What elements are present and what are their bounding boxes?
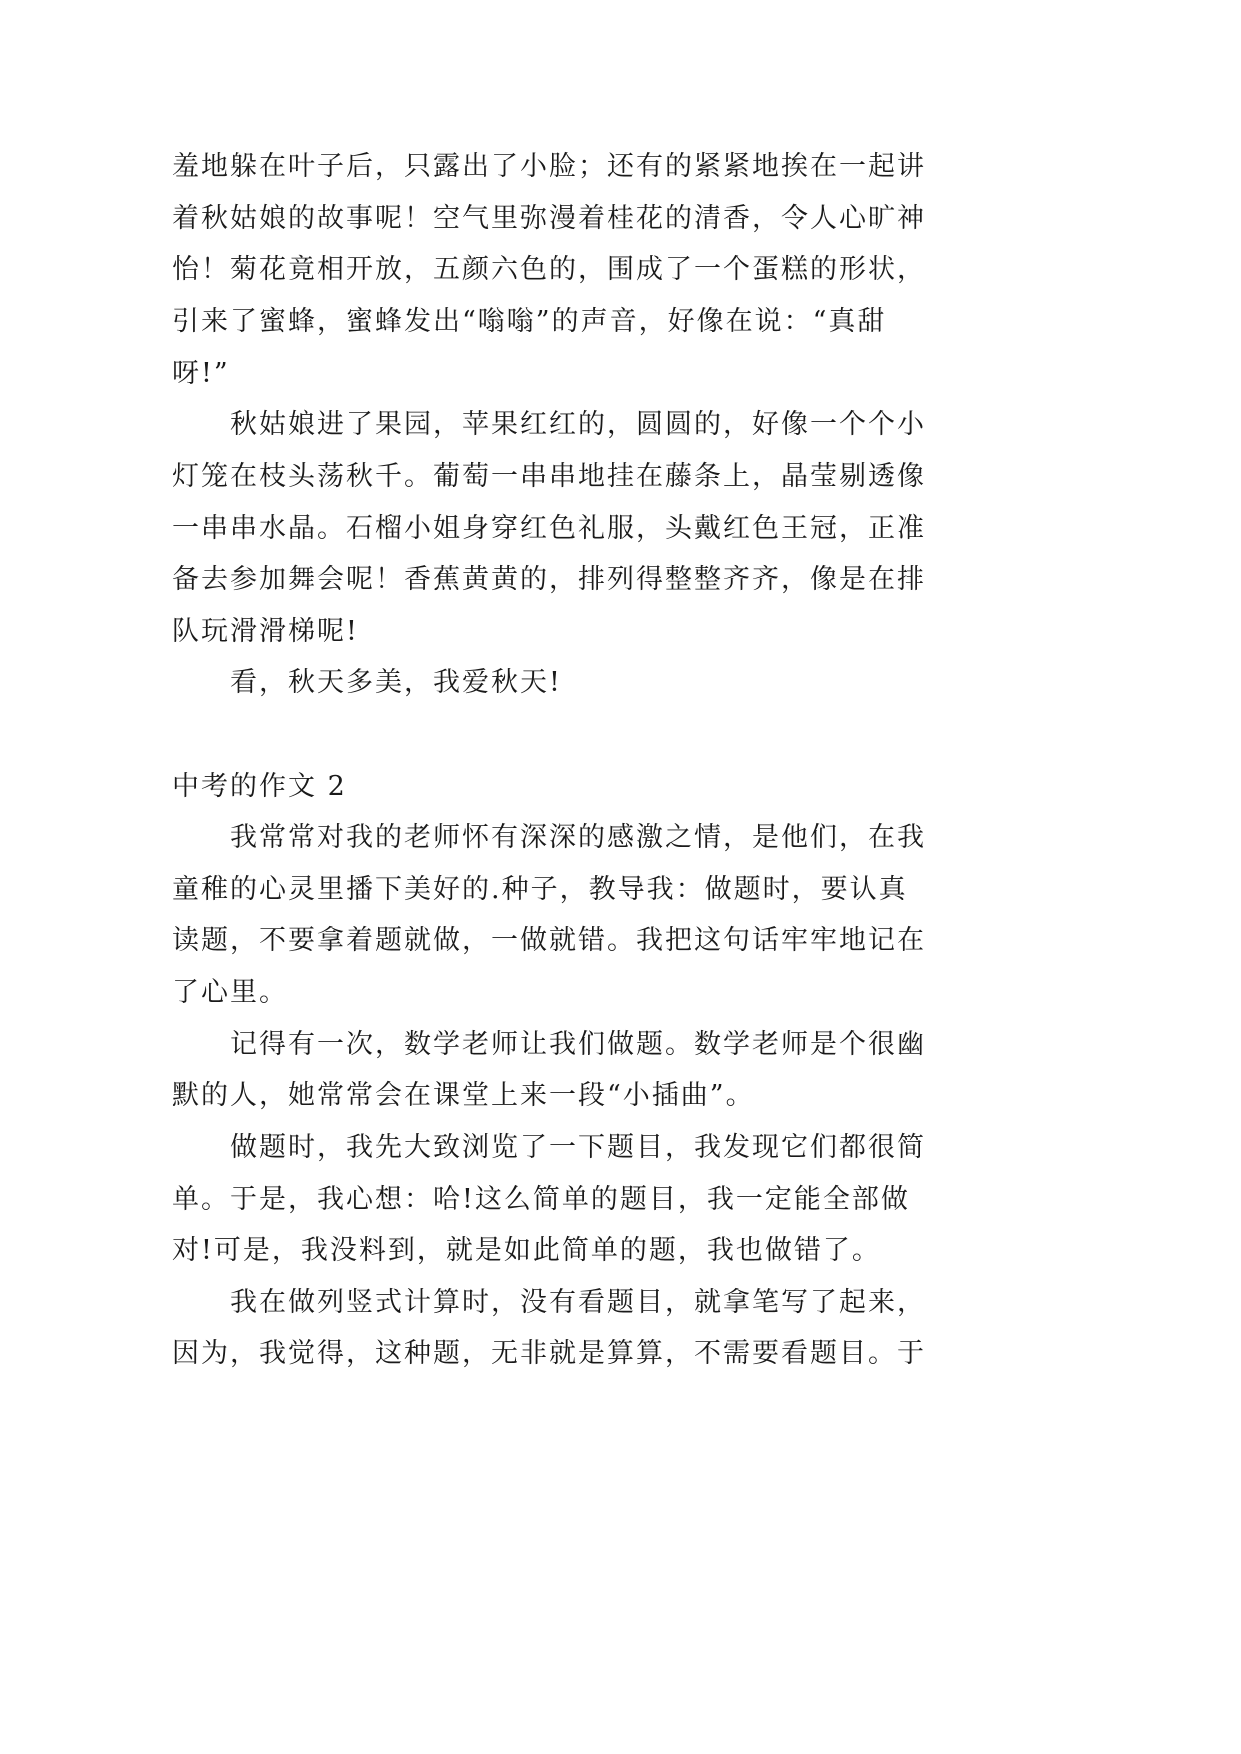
section-title: 中考的作文 2	[172, 771, 347, 802]
paragraph-line: 读题，不要拿着题就做，一做就错。我把这句话牢牢地记在	[172, 925, 926, 956]
paragraph-line: 默的人，她常常会在课堂上来一段“小插曲”。	[172, 1080, 755, 1111]
paragraph-line: 了心里。	[172, 977, 288, 1008]
paragraph-line: 灯笼在枝头荡秋千。葡萄一串串地挂在藤条上，晶莹剔透像	[172, 461, 926, 492]
paragraph-line: 因为，我觉得，这种题，无非就是算算，不需要看题目。于	[172, 1338, 926, 1369]
paragraph-line: 我常常对我的老师怀有深深的感激之情，是他们，在我	[172, 822, 926, 853]
paragraph-line: 羞地躲在叶子后，只露出了小脸；还有的紧紧地挨在一起讲	[172, 151, 926, 182]
paragraph-line: 看，秋天多美，我爱秋天!	[172, 667, 562, 698]
paragraph-line: 引来了蜜蜂，蜜蜂发出“嗡嗡”的声音，好像在说：“真甜	[172, 306, 887, 337]
paragraph-line: 秋姑娘进了果园，苹果红红的，圆圆的，好像一个个小	[172, 409, 926, 440]
paragraph-line: 单。于是，我心想：哈!这么简单的题目，我一定能全部做	[172, 1184, 910, 1215]
paragraph-line: 备去参加舞会呢！香蕉黄黄的，排列得整整齐齐，像是在排	[172, 564, 926, 595]
paragraph-line: 怡！菊花竟相开放，五颜六色的，围成了一个蛋糕的形状，	[172, 254, 926, 285]
paragraph-line: 童稚的心灵里播下美好的.种子，教导我：做题时，要认真	[172, 874, 908, 905]
paragraph-line: 呀!”	[172, 358, 230, 389]
paragraph-line: 我在做列竖式计算时，没有看题目，就拿笔写了起来，	[172, 1287, 926, 1318]
paragraph-line: 队玩滑滑梯呢!	[172, 616, 359, 647]
paragraph-line: 着秋姑娘的故事呢！空气里弥漫着桂花的清香，令人心旷神	[172, 203, 926, 234]
paragraph-line: 一串串水晶。石榴小姐身穿红色礼服，头戴红色王冠，正准	[172, 513, 926, 544]
paragraph-line: 记得有一次，数学老师让我们做题。数学老师是个很幽	[172, 1029, 926, 1060]
paragraph-line: 对!可是，我没料到，就是如此简单的题，我也做错了。	[172, 1235, 881, 1266]
paragraph-line: 做题时，我先大致浏览了一下题目，我发现它们都很简	[172, 1132, 926, 1163]
